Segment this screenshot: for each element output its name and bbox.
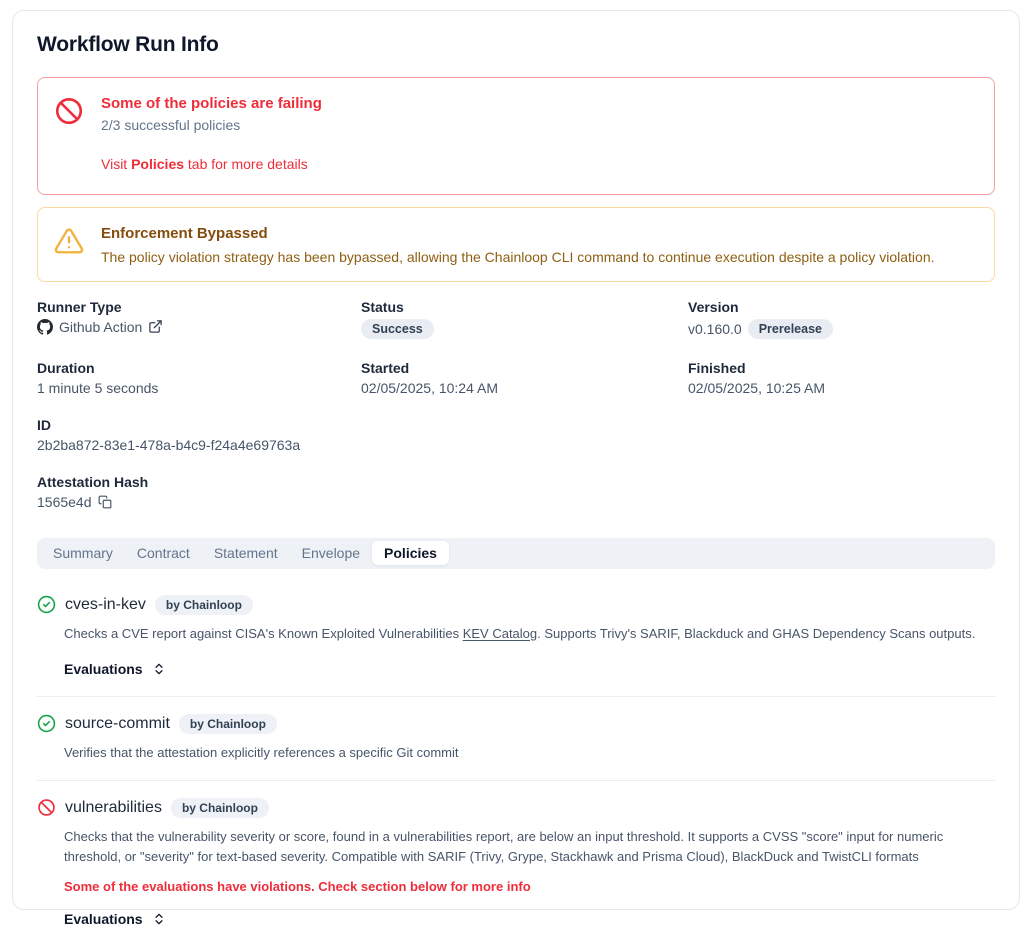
alert-title: Some of the policies are failing: [101, 94, 322, 114]
meta-attestation-hash: Attestation Hash 1565e4d: [37, 474, 995, 510]
tab-summary[interactable]: Summary: [41, 541, 125, 565]
started-value: 02/05/2025, 10:24 AM: [361, 380, 688, 396]
warning-triangle-icon: [54, 226, 84, 256]
evaluations-toggle[interactable]: Evaluations: [64, 661, 166, 677]
divider: [37, 780, 995, 781]
finished-value: 02/05/2025, 10:25 AM: [688, 380, 995, 396]
copy-icon[interactable]: [98, 495, 112, 509]
workflow-run-card: [12, 10, 1020, 910]
policy-cves-in-kev: [37, 593, 995, 697]
external-link-icon[interactable]: [148, 319, 163, 334]
meta-started: Started 02/05/2025, 10:24 AM: [361, 360, 688, 396]
duration-value: 1 minute 5 seconds: [37, 380, 361, 396]
check-circle-icon: [37, 595, 56, 614]
tab-contract[interactable]: Contract: [125, 541, 202, 565]
policy-name: cves-in-kev: [65, 596, 146, 614]
alert-description: The policy violation strategy has been bypassed, allowing the Chainloop CLI command to continue execution despite a policy violation.: [101, 249, 935, 265]
divider: [37, 696, 995, 697]
policy-violation-message: Some of the evaluations have violations. Check section below for more info: [64, 879, 995, 894]
policy-vulnerabilities: [37, 796, 995, 929]
ban-icon: [37, 798, 56, 817]
chevrons-up-down-icon: [152, 662, 166, 676]
alert-subtitle: 2/3 successful policies: [101, 117, 322, 133]
meta-id: ID 2b2ba872-83e1-478a-b4c9-f24a4e69763a: [37, 417, 995, 453]
page-title: Workflow Run Info: [37, 33, 995, 57]
policy-description: Verifies that the attestation explicitly references a specific Git commit: [64, 743, 995, 763]
tab-policies[interactable]: Policies: [372, 541, 449, 565]
github-icon: [37, 319, 53, 335]
prerelease-badge: Prerelease: [748, 319, 833, 339]
meta-version: Version v0.160.0 Prerelease: [688, 299, 995, 339]
version-value: v0.160.0: [688, 321, 742, 337]
policies-list: [37, 593, 995, 929]
policy-name: source-commit: [65, 715, 170, 733]
alert-title: Enforcement Bypassed: [101, 224, 935, 244]
alert-visit-policies-text: Visit Policies tab for more details: [101, 156, 322, 172]
kev-catalog-link[interactable]: KEV Catalog: [463, 626, 537, 641]
runner-type-link[interactable]: Github Action: [59, 319, 142, 335]
evaluations-toggle[interactable]: Evaluations: [64, 911, 166, 927]
run-id-value: 2b2ba872-83e1-478a-b4c9-f24a4e69763a: [37, 437, 995, 453]
policy-name: vulnerabilities: [65, 799, 162, 817]
enforcement-bypassed-alert: [37, 207, 995, 281]
meta-status: Status Success: [361, 299, 688, 339]
attestation-hash-value: 1565e4d: [37, 494, 92, 510]
policy-author-badge: by Chainloop: [179, 714, 277, 734]
status-badge: Success: [361, 319, 434, 339]
run-detail-tabs: [37, 538, 995, 569]
tab-statement[interactable]: Statement: [202, 541, 290, 565]
run-metadata: [37, 299, 995, 510]
policy-author-badge: by Chainloop: [171, 798, 269, 818]
meta-duration: Duration 1 minute 5 seconds: [37, 360, 361, 396]
policies-failing-alert: [37, 77, 995, 195]
policy-description: Checks a CVE report against CISA's Known Exploited Vulnerabilities KEV Catalog. Supports Trivy's SARIF, Blackduck and GHAS Dependency Scans outputs.: [64, 624, 995, 644]
chevrons-up-down-icon: [152, 912, 166, 926]
policy-description: Checks that the vulnerability severity or score, found in a vulnerabilities report, are below an input threshold. It supports a CVSS "score" input for numeric threshold, or "severity" for text-based severity. Compatible with SARIF (Trivy, Grype, Stackhawk and Prisma Cloud), BlackDuck and TwistCLI formats: [64, 827, 995, 867]
tab-envelope[interactable]: Envelope: [290, 541, 372, 565]
policy-source-commit: [37, 712, 995, 781]
ban-icon: [54, 96, 84, 126]
meta-finished: Finished 02/05/2025, 10:25 AM: [688, 360, 995, 396]
check-circle-icon: [37, 714, 56, 733]
policy-author-badge: by Chainloop: [155, 595, 253, 615]
meta-runner-type: Runner Type Github Action: [37, 299, 361, 339]
